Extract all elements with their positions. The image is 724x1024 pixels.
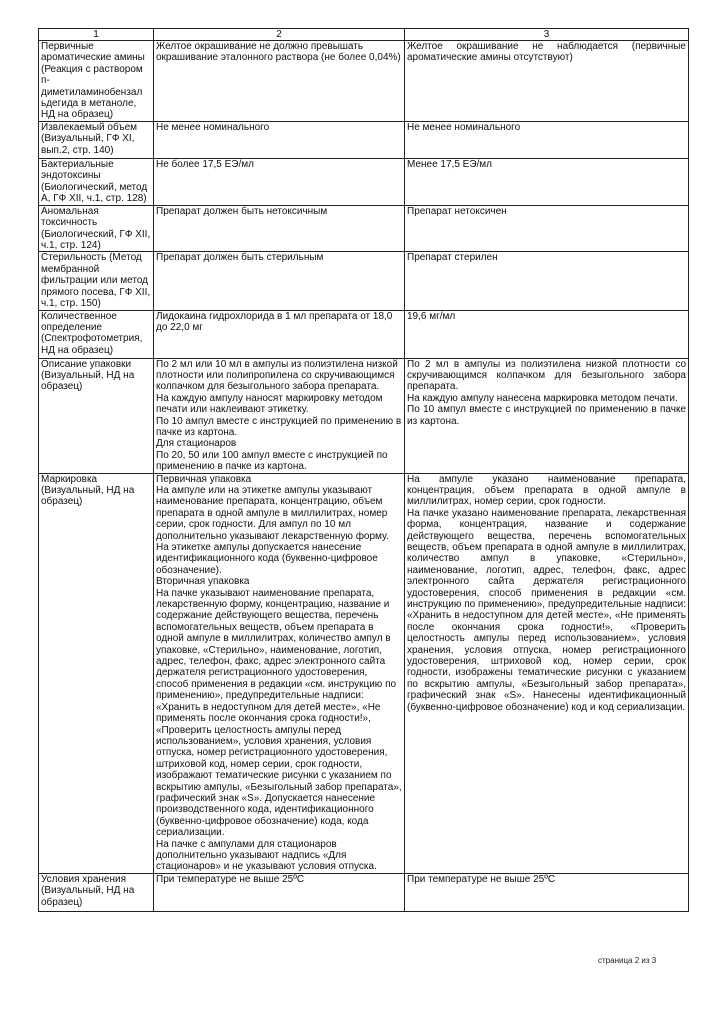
result-cell: При температуре не выше 25ºС (405, 873, 689, 911)
result-cell: По 2 мл в ампулы из полиэтилена низкой плотности со скручивающимся колпачком для безыгольного забора препарата. На каждую ампулу нанесена маркировка методом печати. По 10 ампул вместе с инструкцией по применению в пачке из картона. (405, 358, 689, 473)
result-cell: Препарат нетоксичен (405, 205, 689, 252)
test-parameter-cell: Первичные ароматические амины (Реакция с раствором п-диметиламинобензал ьдегида в метаноле, НД на образец) (39, 41, 154, 122)
header-row (39, 29, 689, 41)
result-cell: Менее 17,5 ЕЭ/мл (405, 158, 689, 205)
requirement-cell: Лидокаина гидрохлорида в 1 мл препарата от 18,0 до 22,0 мг (154, 310, 405, 358)
table-row (39, 121, 689, 158)
requirement-cell: Желтое окрашивание не должно превышать окрашивание эталонного раствора (не более 0,04%) (154, 41, 405, 122)
test-parameter-cell: Стерильность (Метод мембранной фильтрации или метод прямого посева, ГФ XII, ч.1, стр. 150) (39, 252, 154, 310)
requirement-cell: Препарат должен быть нетоксичным (154, 205, 405, 252)
page-number: страница 2 из 3 (598, 956, 657, 965)
test-parameter-cell: Условия хранения (Визуальный, НД на образец) (39, 873, 154, 911)
column-header: 3 (405, 29, 689, 41)
test-parameter-cell: Бактериальные эндотоксины (Биологический, метод А, ГФ XII, ч.1, стр. 128) (39, 158, 154, 205)
table-row (39, 310, 689, 358)
requirement-cell: Не менее номинального (154, 121, 405, 158)
result-cell: Препарат стерилен (405, 252, 689, 310)
table-row (39, 158, 689, 205)
result-cell: На ампуле указано наименование препарата, концентрация, объем препарата в одной ампуле в миллилитрах, номер серии, срок годности. На пачке указано наименование препарата, лекарственная форма, концентрация, название и содержание действующего вещества, перечень вспомогательных веществ, объем препарата в одной ампуле в миллилитрах, количество ампул в упаковке, «Стерильно», наименование, логотип, адрес, телефон, факс, адрес электронного сайта держателя регистрационного удостоверения, способ применения в редакции «см. инструкцию по применению», предупредительные надписи: «Хранить в недоступном для детей месте», «Не применять после окончания срока годности!», «Проверить целостность ампулы перед использованием», условия хранения, условия отпуска, номер регистрационного удостоверения, штриховой код, номер серии, срок годности, изображены тематические рисунки с указанием по вскрытию ампулы, «Безыгольный забор препарата», графический знак «S». Нанесены идентификационный (буквенно-цифровое обозначение) код и код сериализации. (405, 473, 689, 873)
test-parameter-cell: Маркировка (Визуальный, НД на образец) (39, 473, 154, 873)
table-row (39, 252, 689, 310)
table-row (39, 205, 689, 252)
requirement-cell: Первичная упаковка На ампуле или на этикетке ампулы указывают наименование препарата, концентрацию, объем препарата в одной ампуле в миллилитрах, номер серии, срок годности. Для ампул по 10 мл дополнительно указывают лекарственную форму. На этикетке ампулы допускается нанесение идентификационного кода (буквенно-цифровое обозначение). Вторичная упаковка На пачке указывают наименование препарата, лекарственную форму, концентрацию, название и содержание действующего вещества, перечень вспомогательных веществ, объем препарата в одной ампуле в миллилитрах, количество ампул в упаковке, «Стерильно», наименование, логотип, адрес, телефон, факс, адрес электронного сайта держателя регистрационного удостоверения, способ применения в редакции «см. инструкцию по применению», предупредительные надписи: «Хранить в недоступном для детей месте», «Не применять после окончания срока годности!», «Проверить целостность ампулы перед использованием», условия хранения, условия отпуска, номер регистрационного удостоверения, штриховой код, номер серии, срок годности, изображают тематические рисунки с указанием по вскрытию ампулы, «Безыгольный забор препарата», графический знак «S». Допускается нанесение производственного кода, идентификационного (буквенно-цифровое обозначение) кода, кода сериализации. На пачке с ампулами для стационаров дополнительно указывают надпись «Для стационаров» и не указывают условия отпуска. (154, 473, 405, 873)
test-parameter-cell: Аномальная токсичность (Биологический, ГФ XII, ч.1, стр. 124) (39, 205, 154, 252)
test-parameter-cell: Описание упаковки (Визуальный, НД на образец) (39, 358, 154, 473)
result-cell: Не менее номинального (405, 121, 689, 158)
table-row (39, 473, 689, 873)
requirement-cell: Препарат должен быть стерильным (154, 252, 405, 310)
requirement-cell: По 2 мл или 10 мл в ампулы из полиэтилена низкой плотности или полипропилена со скручивающимся колпачком для безыгольного забора препарата. На каждую ампулу наносят маркировку методом печати или наклеивают этикетку. По 10 ампул вместе с инструкцией по применению в пачке из картона. Для стационаров По 20, 50 или 100 ампул вместе с инструкцией по применению в пачке из картона. (154, 358, 405, 473)
requirement-cell: При температуре не выше 25ºС (154, 873, 405, 911)
specification-table (38, 28, 689, 912)
test-parameter-cell: Количественное определение (Спектрофотометрия, НД на образец) (39, 310, 154, 358)
requirement-cell: Не более 17,5 ЕЭ/мл (154, 158, 405, 205)
column-header: 2 (154, 29, 405, 41)
table-row (39, 41, 689, 122)
result-cell: Желтое окрашивание не наблюдается (первичные ароматические амины отсутствуют) (405, 41, 689, 122)
table-row (39, 873, 689, 911)
column-header: 1 (39, 29, 154, 41)
table-row (39, 358, 689, 473)
result-cell: 19,6 мг/мл (405, 310, 689, 358)
test-parameter-cell: Извлекаемый объем (Визуальный, ГФ XI, вып.2, стр. 140) (39, 121, 154, 158)
